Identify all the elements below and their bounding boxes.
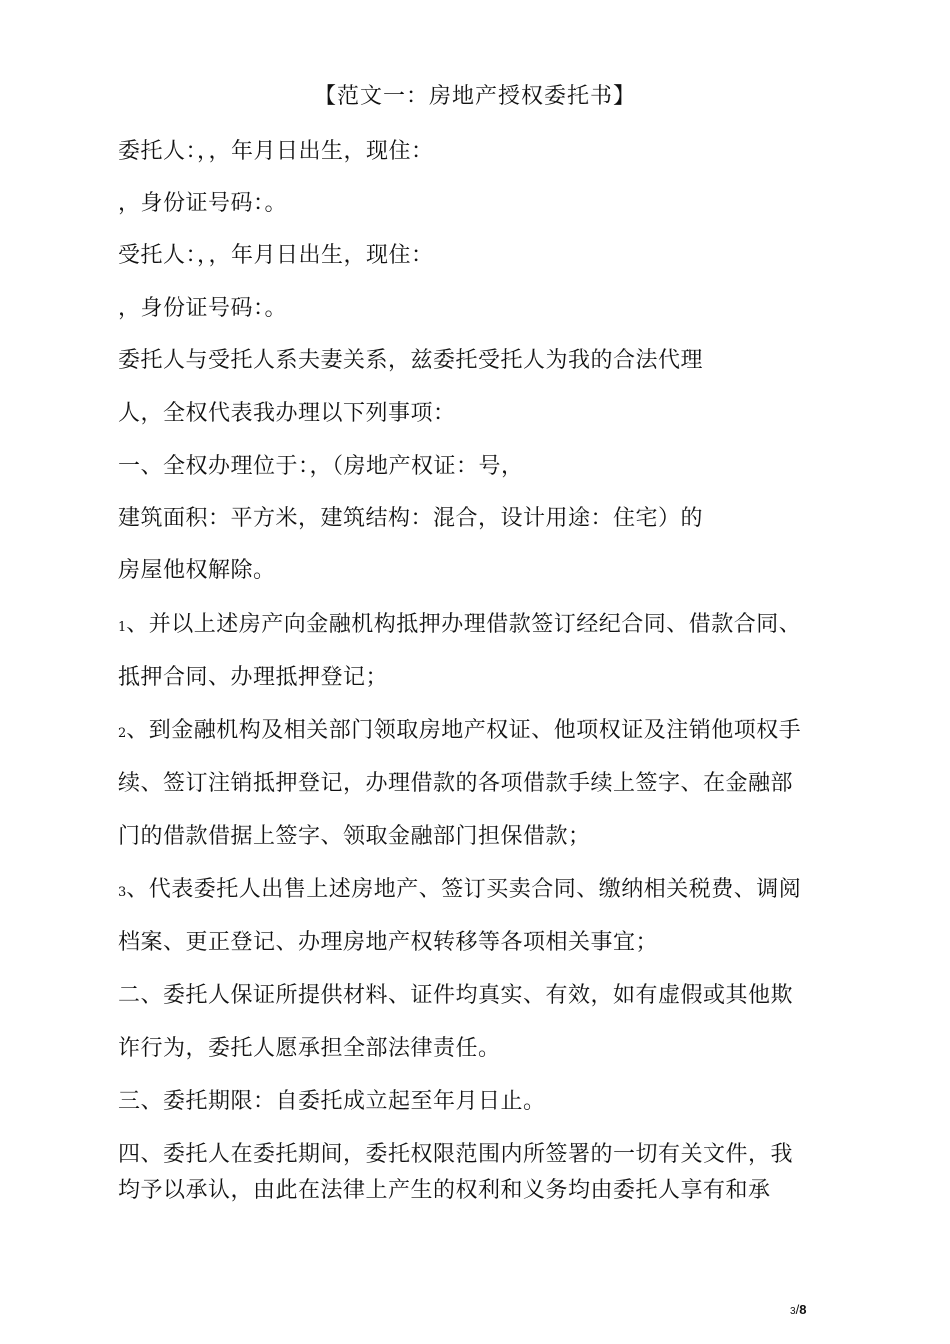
text-line: 四、委托人在委托期间，委托权限范围内所签署的一切有关文件，我 xyxy=(118,1142,794,1167)
text-line-principal: 委托人：，，年月日出生，现住： xyxy=(118,139,434,164)
list-text: 、并以上述房产向金融机构抵押办理借款签订经纪合同、借款合同、 xyxy=(126,612,802,637)
list-number: 2 xyxy=(118,726,127,741)
page-number xyxy=(790,1302,806,1320)
text-line-agent: 受托人：，，年月日出生，现住： xyxy=(118,243,434,268)
text-line: 房屋他权解除。 xyxy=(118,558,276,583)
text-line: 均予以承认，由此在法律上产生的权利和义务均由委托人享有和承 xyxy=(118,1178,771,1203)
text-line-agent-id: ，身份证号码：。 xyxy=(118,296,288,321)
list-number: 1 xyxy=(118,620,127,635)
list-number: 3 xyxy=(118,885,127,900)
text-line: 二、委托人保证所提供材料、证件均真实、有效，如有虚假或其他欺 xyxy=(118,983,794,1008)
text-line: 三、委托期限：自委托成立起至年月日止。 xyxy=(118,1089,546,1114)
text-line-principal-id: ，身份证号码：。 xyxy=(118,191,288,216)
page-number-separator: / xyxy=(795,1302,800,1317)
list-text: 、到金融机构及相关部门领取房地产权证、他项权证及注销他项权手 xyxy=(126,718,802,743)
text-line: 抵押合同、办理抵押登记； xyxy=(118,665,389,690)
text-line: 建筑面积：平方米，建筑结构：混合，设计用途：住宅）的 xyxy=(118,506,704,531)
list-item-3 xyxy=(118,875,801,908)
page-number-total: 8 xyxy=(799,1302,807,1317)
list-item-2 xyxy=(118,716,801,749)
list-item-1 xyxy=(118,610,801,643)
page-number-current: 3 xyxy=(790,1306,796,1317)
text-line: 门的借款借据上签字、领取金融部门担保借款； xyxy=(118,824,591,849)
text-line: 诈行为，委托人愿承担全部法律责任。 xyxy=(118,1036,501,1061)
list-text: 、代表委托人出售上述房地产、签订买卖合同、缴纳相关税费、调阅 xyxy=(126,877,802,902)
text-line: 委托人与受托人系夫妻关系，兹委托受托人为我的合法代理 xyxy=(118,348,704,373)
document-title: 【范文一：房地产授权委托书】 xyxy=(313,84,636,109)
text-line: 人，全权代表我办理以下列事项： xyxy=(118,401,456,426)
text-line: 一、全权办理位于：，（房地产权证：号， xyxy=(118,454,524,479)
text-line: 续、签订注销抵押登记，办理借款的各项借款手续上签字、在金融部 xyxy=(118,771,794,796)
text-line: 档案、更正登记、办理房地产权转移等各项相关事宜； xyxy=(118,930,659,955)
